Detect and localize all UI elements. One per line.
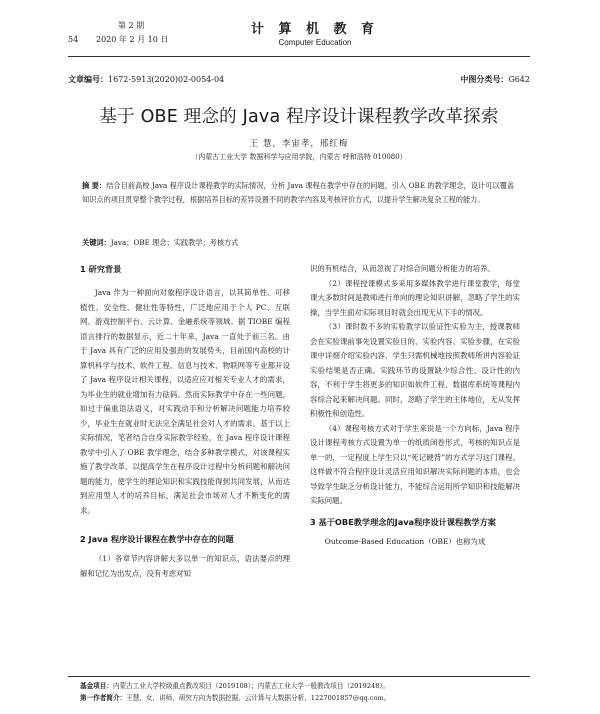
article-id (68, 74, 224, 85)
keywords (82, 238, 514, 248)
abstract-label: 摘 要： (82, 181, 107, 190)
footnote-rule (68, 676, 530, 677)
fund-note (80, 680, 530, 692)
section-2-paragraph-4: （4）课程考核方式对于学生来说是一个方向标，Java 程序设计课程考核方式设置为单一的纸质闭卷形式，考核的知识点是单一的，一定程度上学生只以“死记硬背”的方式学习这门课程。这样做不符合程序设计灵活应用知识解决实际问题的本质，也会导致学生缺乏分析设计能力，不能综合运用所学知识和技能解决实际问题。 (310, 423, 520, 505)
section-heading-3: 3 基于OBE教学理念的Java程序设计课程教学方案 (310, 516, 496, 527)
body-column-right (310, 262, 520, 549)
author-note (80, 692, 530, 704)
section-2-paragraph-1-cont: 识的有机结合，从而忽视了对综合问题分析能力的培养。 (310, 264, 495, 273)
section-2-paragraph-3: （3）课时数不多的实验教学以验证性实验为主，授课教师会在实验课前事先设置实验目的、实验内容、实验步骤，在实验课中详细介绍实验内容，学生只需机械地按照教师所讲内容验证实验结果是否正确。实践环节的设置缺少综合性、设计性的内容，不利于学生将更多的知识如软件工程、数据库系统等课程内容综合起来解决问题。同时，忽略了学生的主体地位，无从发挥积极性和创造性。 (310, 322, 520, 418)
issue-date: 2020 年 2 月 10 日 (96, 35, 169, 44)
clc-value: G642 (508, 75, 530, 84)
journal-title-cn: 计 算 机 教 育 (250, 22, 380, 37)
section-heading-2: 2 Java 程序设计课程在教学中存在的问题 (80, 534, 234, 544)
running-header-right (250, 18, 380, 47)
author-note-text: 王慧，女，讲师，研究方向为数据挖掘、云计算与大数据分析，1227001857@qq.com。 (126, 694, 391, 702)
section-3-paragraph-1: Outcome-Based Education（OBE）也称为成 (324, 536, 486, 546)
article-title: 基于 OBE 理念的 Java 程序设计课程教学改革探索 (99, 107, 499, 127)
article-id-value: 1672-5913(2020)02-0054-04 (108, 75, 225, 84)
author-list: 王 慧，李宙孝，邢红梅 (249, 139, 349, 149)
footnote (80, 680, 530, 704)
fund-label: 基金项目： (80, 682, 113, 690)
author-note-label: 第一作者简介： (80, 694, 127, 702)
author-affiliation: （内蒙古工业大学 数据科学与应用学院，内蒙古 呼和浩特 010080） (191, 153, 407, 161)
keywords-text: Java；OBE 理念；实践教学；考核方式 (110, 238, 239, 247)
body-column-left (80, 262, 290, 581)
journal-title-en: Computer Education (278, 38, 352, 47)
fund-text: 内蒙古工业大学校级重点教改项目（2019108）；内蒙古工业大学一般教改项目（2019248）。 (112, 682, 390, 690)
clc-number (460, 74, 530, 85)
keywords-label: 关键词： (82, 238, 111, 247)
section-1-paragraph: Java 作为一种面向对象程序设计语言，以其简单性、可移植性、安全性、健壮性等特性，广泛地应用于个人 PC、互联网、游戏控制平台、云计算、金融系统等领域。据 TIOBE 编程语言排行的数据显示，近二十年来，Java 一直处于前三名。由于 Java 具有广泛的应用及强劲的发展势头，目前国内高校的计算机科学与技术、软件工程、信息与技术、物联网等专业都开设了 Java 程序设计相关课程，以适应应对相关专业人才的需求，为毕业生的就业增加有力砝码。然而实际教学中存在一些问题，如过于偏重语法语义，对实践动手和分析解决问题能力培养较少，毕业生在就业时无法完全满足社会对人才的需求。基于以上实际情况，笔者结合自身实际教学经验，在 Java 程序设计课程教学中引入了 OBE 教学理念，结合多种教学模式，对该课程实施了教学改革，以提高学生在程序设计过程中分析问题和解决问题的能力，使学生的理论知识和实践技能得到共同发展，从而达到应用型人才的培养目标，满足社会市场对人才不断变化的需求。 (80, 288, 290, 515)
issue-number: 第 2 期 (118, 21, 145, 30)
section-heading-1: 1 研究背景 (80, 264, 122, 274)
header-rule (68, 56, 530, 57)
abstract-text: 结合目前高校 Java 程序设计课程教学的实际情况，分析 Java 课程在教学中存在的问题，引入 OBE 的教学理念，设计可以覆盖知识点的项目贯穿整个教学过程，根据培养目标的差异设置不同的教学内容及考核评价方式，以提升学生解决复杂工程的能力。 (82, 181, 514, 204)
article-id-label: 文章编号： (68, 74, 108, 84)
abstract (82, 179, 514, 207)
clc-label: 中图分类号： (460, 74, 509, 84)
section-2-paragraph-2: （2）课程授课模式多采用多媒体教学进行课堂教学，每堂课大多数时间是教师进行单向的理论知识讲解，忽略了学生的实操，当学生面对实际项目时就会出现无从下手的情况。 (310, 278, 520, 317)
section-2-paragraph-1: （1）各章节内容讲解大多以单一的知识点、语法要点的理解和记忆为出发点，没有考虑对知 (80, 554, 290, 578)
page-number: 54 (68, 35, 79, 44)
